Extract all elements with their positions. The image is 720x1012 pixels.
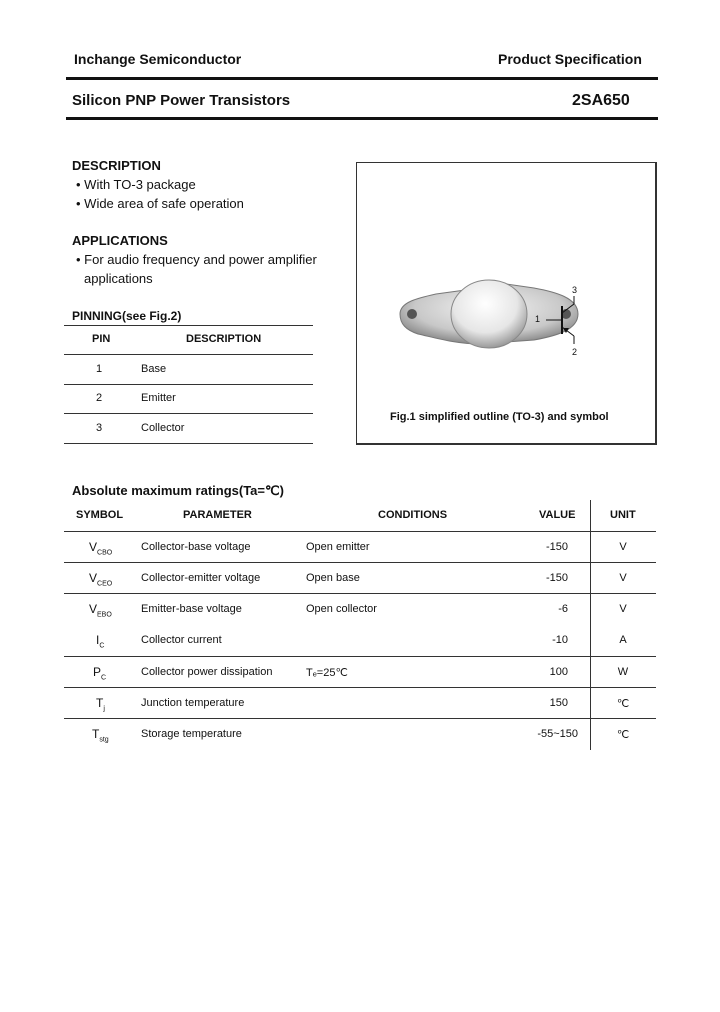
- ratings-col-unit: UNIT: [610, 509, 636, 521]
- description-item: • Wide area of safe operation: [76, 196, 244, 211]
- ratings-parameter: Collector-base voltage: [141, 541, 251, 553]
- ratings-condition: Open emitter: [306, 541, 370, 553]
- pinning-col-pin: PIN: [92, 333, 111, 345]
- ratings-value: 100: [549, 666, 568, 678]
- ratings-unit: V: [619, 541, 627, 553]
- ratings-row-rule: [64, 718, 656, 719]
- ratings-unit: V: [619, 572, 627, 584]
- ratings-col-value: VALUE: [539, 509, 576, 521]
- pinning-header-rule: [64, 354, 313, 355]
- ratings-symbol: $I_C$: [96, 633, 105, 650]
- pinning-desc: Collector: [141, 422, 185, 434]
- pinning-table-top-rule: [64, 325, 313, 326]
- ratings-col-symbol: SYMBOL: [76, 509, 124, 521]
- header-rule: [66, 77, 658, 80]
- ratings-value: -150: [545, 541, 568, 553]
- ratings-condition: Open base: [306, 572, 360, 584]
- symbol-pin-1-label: 1: [535, 314, 541, 324]
- ratings-symbol: $V_{CBO}$: [89, 540, 113, 557]
- pinning-desc: Base: [141, 363, 167, 375]
- applications-heading: APPLICATIONS: [72, 233, 168, 248]
- ratings-symbol: $T_{stg}$: [92, 727, 109, 744]
- ratings-condition: Tₑ=25℃: [306, 667, 348, 679]
- pinning-row-rule: [64, 413, 313, 414]
- ratings-parameter: Collector current: [141, 634, 222, 646]
- ratings-row-rule: [64, 656, 656, 657]
- part-number: 2SA650: [572, 92, 630, 109]
- applications-item: • For audio frequency and power amplifier: [76, 252, 317, 267]
- ratings-unit: A: [619, 634, 627, 646]
- ratings-unit: W: [617, 666, 629, 678]
- document-type: Product Specification: [498, 51, 642, 67]
- ratings-unit: ℃: [616, 698, 630, 710]
- pinning-pin: 1: [96, 363, 103, 375]
- ratings-symbol: $V_{EBO}$: [89, 602, 112, 619]
- pinning-pin: 3: [96, 422, 103, 434]
- pinning-col-description: DESCRIPTION: [186, 333, 262, 345]
- mounting-hole-left: [407, 309, 417, 319]
- ratings-unit: ℃: [616, 729, 630, 741]
- ratings-row-rule: [64, 687, 656, 688]
- ratings-symbol: $P_C$: [93, 665, 107, 682]
- ratings-parameter: Collector-emitter voltage: [141, 572, 261, 584]
- ratings-col-parameter: PARAMETER: [183, 509, 252, 521]
- pinning-desc: Emitter: [141, 392, 176, 404]
- title-rule: [66, 117, 658, 120]
- pinning-bottom-rule: [64, 443, 313, 444]
- ratings-col-conditions: CONDITIONS: [378, 509, 448, 521]
- company-name: Inchange Semiconductor: [74, 51, 242, 67]
- ratings-header-rule: [64, 531, 656, 532]
- ratings-heading: Absolute maximum ratings(Ta=℃): [72, 483, 284, 498]
- ratings-symbol: $V_{CEO}$: [89, 571, 113, 588]
- symbol-pin-2-label: 2: [572, 347, 578, 357]
- ratings-value: -10: [552, 634, 568, 646]
- applications-item-continued: applications: [84, 271, 153, 286]
- ratings-parameter: Storage temperature: [141, 728, 242, 740]
- ratings-symbol: $T_j$: [96, 696, 105, 713]
- description-heading: DESCRIPTION: [72, 158, 161, 173]
- pnp-transistor-symbol-icon: [530, 282, 600, 362]
- pinning-pin: 2: [96, 392, 103, 404]
- ratings-value: -150: [545, 572, 568, 584]
- ratings-unit: V: [619, 603, 627, 615]
- ratings-row-rule: [64, 562, 656, 563]
- pinning-row-rule: [64, 384, 313, 385]
- ratings-parameter: Emitter-base voltage: [141, 603, 242, 615]
- ratings-value-unit-divider: [590, 500, 591, 750]
- ratings-value: -55~150: [537, 728, 578, 740]
- description-item: • With TO-3 package: [76, 177, 196, 192]
- pinning-heading: PINNING(see Fig.2): [72, 309, 182, 323]
- ratings-condition: Open collector: [306, 603, 377, 615]
- ratings-parameter: Collector power dissipation: [141, 666, 273, 678]
- product-line-title: Silicon PNP Power Transistors: [72, 92, 291, 109]
- figure-caption: Fig.1 simplified outline (TO-3) and symbol: [390, 411, 609, 423]
- ratings-value: -6: [558, 603, 568, 615]
- symbol-pin-3-label: 3: [572, 285, 578, 295]
- to3-package-illustration: [356, 162, 656, 444]
- ratings-value: 150: [549, 697, 568, 709]
- to3-cap: [451, 280, 527, 348]
- ratings-row-rule: [64, 593, 656, 594]
- ratings-parameter: Junction temperature: [141, 697, 245, 709]
